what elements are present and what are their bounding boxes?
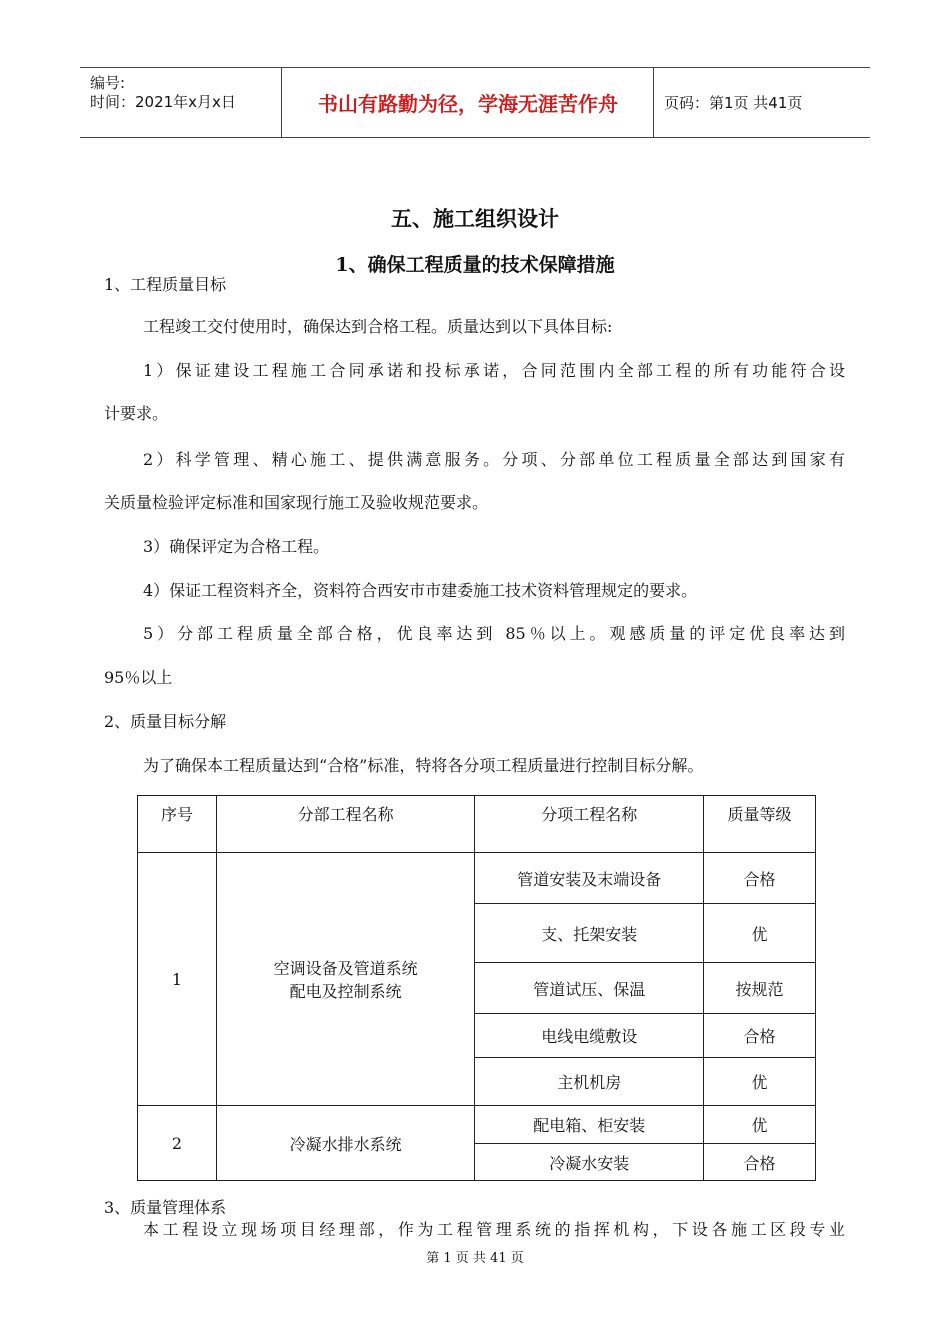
group-name-line: 配电及控制系统: [289, 982, 402, 1001]
grade-cell: 按规范: [704, 963, 816, 1014]
goal-item-2-line-2: 关质量检验评定标准和国家现行施工及验收规范要求。: [104, 493, 489, 512]
date-label: 时间：2021年x月x日: [90, 93, 236, 111]
table-row: [138, 853, 816, 904]
document-header: [80, 67, 870, 138]
section-3-text: 本工程设立现场项目经理部，作为工程管理系统的指挥机构，下设各施工区段专业: [143, 1220, 845, 1239]
goal-item-3: 3）确保评定为合格工程。: [143, 537, 330, 556]
group-name-cell: 冷凝水排水系统: [216, 1106, 475, 1181]
item-cell: 支、托架安装: [475, 904, 704, 963]
goal-item-5-line-2: 95％以上: [104, 668, 173, 687]
page-footer: 第 1 页 共 41 页: [426, 1251, 524, 1266]
grade-cell: 合格: [704, 853, 816, 904]
item-cell: 主机机房: [475, 1058, 704, 1106]
code-label: 编号:: [90, 74, 126, 92]
header-page-info: 页码：第1页 共41页: [664, 94, 803, 112]
item-cell: 管道试压、保温: [475, 963, 704, 1014]
section-3-heading: 3、质量管理体系: [104, 1198, 227, 1217]
section-2-intro: 为了确保本工程质量达到“合格”标准，特将各分项工程质量进行控制目标分解。: [143, 756, 704, 775]
document-title: 五、施工组织设计: [391, 206, 559, 231]
section-1-heading: 1、工程质量目标: [104, 275, 227, 294]
quality-target-table: [137, 795, 816, 1181]
header-cell: 分部工程名称: [216, 796, 475, 853]
group-name-line: 空调设备及管道系统: [273, 959, 418, 978]
header-meta: [80, 68, 282, 137]
item-cell: 电线电缆敷设: [475, 1014, 704, 1058]
group-number-cell: 2: [138, 1106, 217, 1181]
header-cell: 分项工程名称: [475, 796, 704, 853]
section-2-heading: 2、质量目标分解: [104, 712, 227, 731]
grade-cell: 优: [704, 1106, 816, 1144]
goal-item-5-line-1: 5）分部工程质量全部合格，优良率达到 85％以上。观感质量的评定优良率达到: [143, 624, 845, 643]
document-subtitle: 1、确保工程质量的技术保障措施: [335, 254, 615, 276]
header-cell: 序号: [138, 796, 217, 853]
item-cell: 管道安装及末端设备: [475, 853, 704, 904]
item-cell: 冷凝水安装: [475, 1144, 704, 1181]
goal-item-4: 4）保证工程资料齐全，资料符合西安市市建委施工技术资料管理规定的要求。: [143, 581, 698, 600]
table-row: [138, 1106, 816, 1144]
goal-item-1-line-1: 1）保证建设工程施工合同承诺和投标承诺，合同范围内全部工程的所有功能符合设: [143, 361, 845, 380]
section-1-intro: 工程竣工交付使用时，确保达到合格工程。质量达到以下具体目标:: [143, 317, 613, 336]
goal-item-2-line-1: 2）科学管理、精心施工、提供满意服务。分项、分部单位工程质量全部达到国家有: [143, 450, 845, 469]
item-cell: 配电箱、柜安装: [475, 1106, 704, 1144]
group-name-cell: [216, 853, 475, 1106]
grade-cell: 合格: [704, 1144, 816, 1181]
goal-item-1-line-2: 计要求。: [104, 404, 169, 423]
grade-cell: 优: [704, 1058, 816, 1106]
header-motto: 书山有路勤为径，学海无涯苦作舟: [283, 68, 654, 137]
table-header-row: [138, 796, 816, 853]
grade-cell: 优: [704, 904, 816, 963]
group-number-cell: 1: [138, 853, 217, 1106]
header-cell: 质量等级: [704, 796, 816, 853]
grade-cell: 合格: [704, 1014, 816, 1058]
